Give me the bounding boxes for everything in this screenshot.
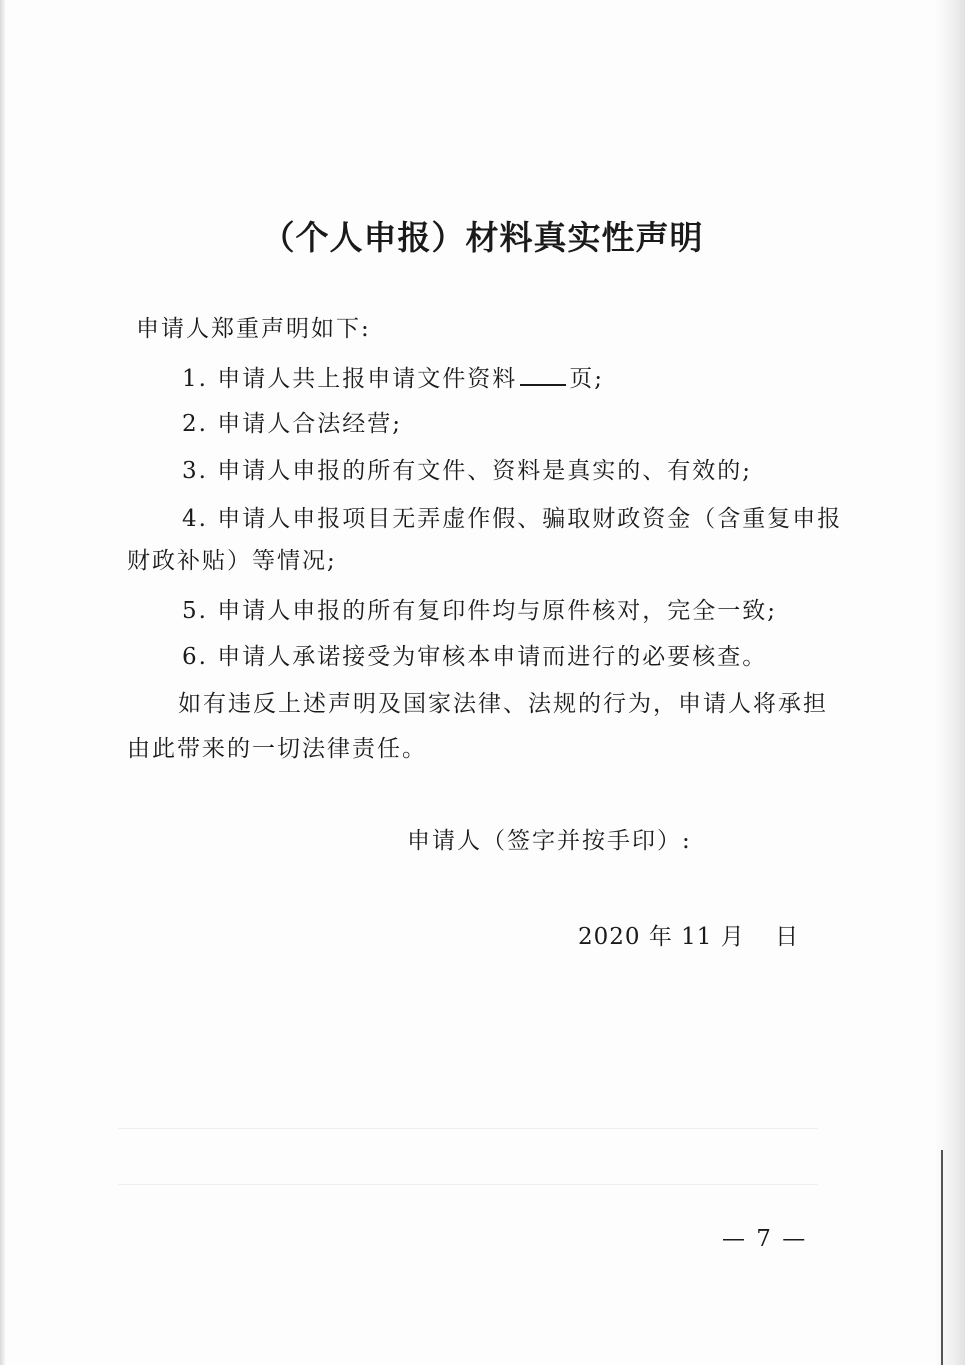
page-title: （个人申报）材料真实性声明 xyxy=(261,218,704,257)
date-year-unit: 年 xyxy=(648,924,673,950)
signature-label: 申请人（签字并按手印）: xyxy=(407,828,692,854)
signature-date xyxy=(578,918,799,951)
date-year: 2020 xyxy=(578,924,641,950)
date-day-unit: 日 xyxy=(775,924,800,950)
intro-text: 申请人郑重声明如下: xyxy=(136,316,371,342)
date-month: 11 xyxy=(681,924,713,950)
closing-line-1: 如有违反上述声明及国家法律、法规的行为，申请人将承担 xyxy=(178,691,828,717)
date-month-unit: 月 xyxy=(720,924,745,950)
page-number: — 7 — xyxy=(722,1226,808,1252)
scan-line-right xyxy=(941,1150,943,1365)
scan-edge-right xyxy=(935,0,965,1365)
declaration-item-3: 3. 申请人申报的所有文件、资料是真实的、有效的; xyxy=(182,458,753,484)
declaration-item-1-text: 1. 申请人共上报申请文件资料 xyxy=(182,366,518,392)
show-through-bleed xyxy=(118,1128,818,1185)
declaration-item-1-suffix: 页; xyxy=(569,366,605,392)
declaration-item-2: 2. 申请人合法经营; xyxy=(182,411,403,437)
scan-edge-left xyxy=(0,0,6,1365)
declaration-item-4: 4. 申请人申报项目无弄虚作假、骗取财政资金（含重复申报 xyxy=(182,506,843,532)
closing-line-2: 由此带来的一切法律责任。 xyxy=(127,736,427,762)
declaration-item-4-continuation: 财政补贴）等情况; xyxy=(127,548,337,574)
declaration-item-1 xyxy=(182,360,604,393)
declaration-item-5: 5. 申请人申报的所有复印件均与原件核对，完全一致; xyxy=(182,598,778,624)
declaration-item-6: 6. 申请人承诺接受为审核本申请而进行的必要核查。 xyxy=(182,644,768,670)
page-count-blank xyxy=(520,362,566,386)
